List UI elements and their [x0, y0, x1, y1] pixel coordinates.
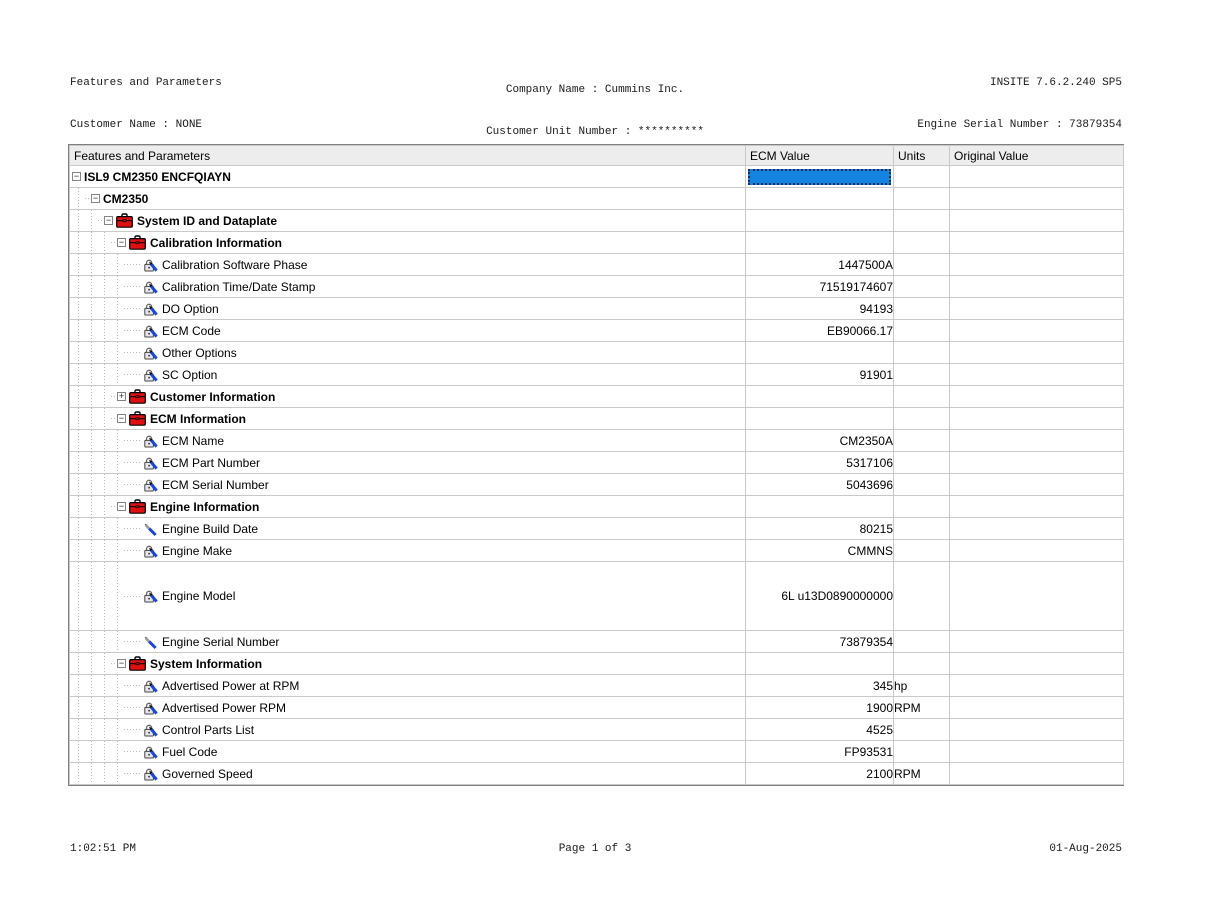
report-title: Features and Parameters	[70, 77, 222, 89]
parameter-lock-icon	[142, 477, 158, 493]
ecm-value-cell: 73879354	[746, 631, 894, 653]
column-header-units: Units	[894, 146, 950, 166]
tree-connector-line	[124, 286, 142, 287]
units-cell	[894, 474, 950, 496]
units-cell	[894, 364, 950, 386]
row-label: ECM Serial Number	[162, 477, 269, 492]
original-value-cell	[950, 298, 1124, 320]
tree-connector-line	[124, 751, 142, 752]
tree-guide-line	[72, 474, 85, 495]
tree-guide-line	[72, 188, 85, 209]
tree-guide-line	[98, 452, 111, 473]
original-value-cell	[950, 675, 1124, 697]
original-value-cell	[950, 232, 1124, 254]
tree-guide-line	[85, 675, 98, 696]
tree-guide-line	[85, 386, 98, 407]
row-label: Customer Information	[150, 389, 276, 404]
original-value-cell	[950, 364, 1124, 386]
row-label: Engine Information	[150, 499, 260, 514]
parameter-lock-icon	[142, 433, 158, 449]
ecm-value-cell: CM2350A	[746, 430, 894, 452]
collapse-icon[interactable]: −	[118, 501, 125, 511]
parameter-lock-icon	[142, 722, 158, 738]
collapse-icon[interactable]: −	[118, 658, 125, 668]
parameter-lock-icon	[142, 543, 158, 559]
ecm-value-cell	[746, 653, 894, 675]
tree-guide-line	[72, 741, 85, 762]
original-value-cell	[950, 408, 1124, 430]
table-row[interactable]	[70, 254, 1124, 276]
tree-guide-line	[72, 518, 85, 539]
tree-guide-line	[98, 719, 111, 740]
tree-guide-line	[72, 210, 85, 231]
tree-guide-line	[85, 496, 98, 517]
parameter-lock-icon	[142, 766, 158, 782]
tree-guide-line	[72, 562, 85, 630]
tree-guide-line	[85, 452, 98, 473]
tree-guide-line	[72, 408, 85, 429]
table-header-row	[70, 146, 1124, 166]
tree-guide-line	[111, 741, 124, 762]
units-cell	[894, 188, 950, 210]
row-label: Fuel Code	[162, 744, 218, 759]
tree-guide-line	[85, 210, 98, 231]
table-row[interactable]	[70, 631, 1124, 653]
parameter-lock-icon	[142, 455, 158, 471]
tree-guide-line	[85, 430, 98, 451]
parameter-lock-icon	[142, 323, 158, 339]
tree-connector-line	[124, 707, 142, 708]
tree-guide-line	[111, 562, 124, 630]
table-row[interactable]	[70, 562, 1124, 631]
tree-guide-line	[72, 298, 85, 319]
tree-connector-line	[124, 596, 142, 597]
units-cell	[894, 430, 950, 452]
toolbox-icon	[129, 656, 146, 671]
toolbox-icon	[129, 499, 146, 514]
footer-time: 1:02:51 PM	[70, 843, 137, 855]
tree-guide-line	[98, 430, 111, 451]
tree-guide-line	[111, 452, 124, 473]
original-value-cell	[950, 741, 1124, 763]
row-label: ISL9 CM2350 ENCFQIAYN	[84, 169, 231, 184]
toolbox-icon	[116, 213, 133, 228]
tree-connector-line	[124, 308, 142, 309]
collapse-icon[interactable]: −	[92, 193, 99, 203]
tree-guide-line	[72, 653, 85, 674]
tree-guide-line	[98, 276, 111, 297]
parameter-lock-icon	[142, 257, 158, 273]
tree-connector-line	[124, 462, 142, 463]
original-value-cell	[950, 342, 1124, 364]
company-name: Company Name : Cummins Inc.	[505, 84, 685, 96]
tree-guide-line	[111, 364, 124, 385]
tree-guide-line	[98, 653, 111, 674]
original-value-cell	[950, 653, 1124, 675]
units-cell	[894, 408, 950, 430]
units-cell	[894, 496, 950, 518]
ecm-value-cell	[746, 386, 894, 408]
tree-guide-line	[98, 342, 111, 363]
footer-date: 01-Aug-2025	[1049, 843, 1122, 855]
parameter-lock-icon	[142, 678, 158, 694]
row-label: Engine Make	[162, 543, 233, 558]
original-value-cell	[950, 763, 1124, 785]
ecm-value-cell: 4525	[746, 719, 894, 741]
tree-connector-line	[124, 528, 142, 529]
ecm-value-cell: 80215	[746, 518, 894, 540]
table-row[interactable]	[70, 452, 1124, 474]
parameter-lock-icon	[142, 301, 158, 317]
row-label: Calibration Time/Date Stamp	[162, 279, 316, 294]
collapse-icon[interactable]: −	[118, 237, 125, 247]
units-cell	[894, 232, 950, 254]
tree-connector-line	[124, 550, 142, 551]
units-cell	[894, 741, 950, 763]
tree-guide-line	[85, 518, 98, 539]
tree-guide-line	[98, 232, 111, 253]
units-cell	[894, 653, 950, 675]
table-row[interactable]	[70, 675, 1124, 697]
tree-connector-line	[124, 484, 142, 485]
units-cell	[894, 276, 950, 298]
original-value-cell	[950, 386, 1124, 408]
tree-guide-line	[72, 276, 85, 297]
tree-guide-line	[111, 631, 124, 652]
ecm-value-cell: 2100	[746, 763, 894, 785]
table-row[interactable]	[70, 276, 1124, 298]
units-cell	[894, 540, 950, 562]
parameter-lock-icon	[142, 700, 158, 716]
ecm-value-cell: 5317106	[746, 452, 894, 474]
original-value-cell	[950, 719, 1124, 741]
table-row[interactable]	[70, 496, 1124, 518]
ecm-value-cell	[746, 210, 894, 232]
ecm-value-cell: EB90066.17	[746, 320, 894, 342]
tree-guide-line	[98, 540, 111, 561]
ecm-value-cell: 345	[746, 675, 894, 697]
table-row[interactable]	[70, 386, 1124, 408]
ecm-value-cell: 91901	[746, 364, 894, 386]
table-row[interactable]	[70, 653, 1124, 675]
tree-guide-line	[85, 232, 98, 253]
tree-guide-line	[85, 474, 98, 495]
tree-guide-line	[98, 631, 111, 652]
tree-guide-line	[72, 631, 85, 652]
original-value-cell	[950, 697, 1124, 719]
table-row[interactable]	[70, 320, 1124, 342]
tree-guide-line	[111, 474, 124, 495]
units-cell	[894, 298, 950, 320]
units-cell	[894, 452, 950, 474]
tree-guide-line	[72, 697, 85, 718]
tree-guide-line	[111, 719, 124, 740]
features-parameters-table	[68, 144, 1124, 786]
original-value-cell	[950, 518, 1124, 540]
tree-guide-line	[72, 430, 85, 451]
tree-guide-line	[85, 653, 98, 674]
tree-guide-line	[98, 675, 111, 696]
tree-guide-line	[85, 562, 98, 630]
tree-guide-line	[98, 298, 111, 319]
row-label: System ID and Dataplate	[137, 213, 278, 228]
tree-connector-line	[124, 729, 142, 730]
row-label: ECM Name	[162, 433, 225, 448]
table-row[interactable]	[70, 430, 1124, 452]
units-cell	[894, 562, 950, 631]
parameter-edit-icon	[142, 634, 158, 650]
collapse-icon[interactable]: −	[73, 171, 80, 181]
row-label: DO Option	[162, 301, 219, 316]
tree-guide-line	[85, 741, 98, 762]
tree-connector-line	[124, 264, 142, 265]
original-value-cell	[950, 210, 1124, 232]
units-cell	[894, 719, 950, 741]
parameter-lock-icon	[142, 345, 158, 361]
row-label: SC Option	[162, 367, 218, 382]
original-value-cell	[950, 496, 1124, 518]
original-value-cell	[950, 188, 1124, 210]
tree-guide-line	[98, 474, 111, 495]
units-cell	[894, 386, 950, 408]
tree-guide-line	[111, 430, 124, 451]
tree-guide-line	[85, 298, 98, 319]
original-value-cell	[950, 562, 1124, 631]
row-label: Governed Speed	[162, 766, 253, 781]
tree-connector-line	[124, 374, 142, 375]
tree-guide-line	[98, 763, 111, 784]
tree-connector-line	[124, 773, 142, 774]
tree-guide-line	[72, 763, 85, 784]
ecm-value-cell	[746, 232, 894, 254]
row-label: Calibration Information	[150, 235, 282, 250]
table-row[interactable]	[70, 518, 1124, 540]
row-label: CM2350	[103, 191, 149, 206]
tree-guide-line	[98, 254, 111, 275]
row-label: System Information	[150, 656, 263, 671]
tree-guide-line	[72, 254, 85, 275]
tree-guide-line	[85, 408, 98, 429]
ecm-value-cell: 6L u13D0890000000	[746, 562, 894, 631]
table-row[interactable]	[70, 741, 1124, 763]
tree-connector-line	[124, 685, 142, 686]
tree-guide-line	[98, 697, 111, 718]
table-row[interactable]	[70, 210, 1124, 232]
tree-guide-line	[85, 320, 98, 341]
units-cell	[894, 631, 950, 653]
table-row[interactable]	[70, 364, 1124, 386]
tree-guide-line	[111, 276, 124, 297]
units-cell	[894, 254, 950, 276]
table-row[interactable]	[70, 188, 1124, 210]
table-row[interactable]	[70, 342, 1124, 364]
tree-guide-line	[111, 540, 124, 561]
original-value-cell	[950, 254, 1124, 276]
ecm-value-cell: 71519174607	[746, 276, 894, 298]
tree-guide-line	[98, 320, 111, 341]
tree-connector-line	[124, 352, 142, 353]
toolbox-icon	[129, 411, 146, 426]
original-value-cell	[950, 320, 1124, 342]
column-header-original-value: Original Value	[950, 146, 1124, 166]
ecm-value-cell	[746, 166, 894, 188]
row-label: Other Options	[162, 345, 237, 360]
tree-guide-line	[85, 631, 98, 652]
row-label: ECM Information	[150, 411, 246, 426]
row-label: Engine Model	[162, 589, 236, 603]
table-row[interactable]	[70, 232, 1124, 254]
ecm-value-cell: 5043696	[746, 474, 894, 496]
tree-guide-line	[98, 386, 111, 407]
tree-guide-line	[85, 276, 98, 297]
tree-guide-line	[72, 675, 85, 696]
tree-guide-line	[98, 364, 111, 385]
tree-connector-line	[124, 440, 142, 441]
customer-name: Customer Name : NONE	[70, 119, 203, 131]
parameter-lock-icon	[142, 367, 158, 383]
tree-guide-line	[72, 342, 85, 363]
expand-icon[interactable]: +	[118, 391, 125, 401]
tree-guide-line	[72, 232, 85, 253]
row-label: Advertised Power RPM	[162, 700, 287, 715]
tree-guide-line	[85, 364, 98, 385]
units-cell	[894, 210, 950, 232]
tree-guide-line	[72, 540, 85, 561]
original-value-cell	[950, 166, 1124, 188]
tree-guide-line	[85, 697, 98, 718]
tree-guide-line	[85, 342, 98, 363]
insite-version: INSITE 7.6.2.240 SP5	[989, 77, 1122, 89]
tree-connector-line	[124, 641, 142, 642]
units-cell	[894, 518, 950, 540]
tree-guide-line	[111, 298, 124, 319]
ecm-value-cell	[746, 496, 894, 518]
tree-guide-line	[85, 719, 98, 740]
table-row[interactable]	[70, 474, 1124, 496]
tree-guide-line	[98, 741, 111, 762]
row-label: ECM Part Number	[162, 455, 261, 470]
footer-page-number: Page 1 of 3	[558, 843, 632, 855]
tree-guide-line	[72, 496, 85, 517]
engine-serial-number: Engine Serial Number : 73879354	[917, 119, 1122, 131]
ecm-value-cell: 1447500A	[746, 254, 894, 276]
units-cell	[894, 320, 950, 342]
units-cell: RPM	[894, 697, 950, 719]
tree-guide-line	[111, 320, 124, 341]
row-label: Control Parts List	[162, 722, 255, 737]
tree-guide-line	[85, 763, 98, 784]
tree-guide-line	[72, 719, 85, 740]
units-cell	[894, 166, 950, 188]
table-row[interactable]	[70, 540, 1124, 562]
original-value-cell	[950, 540, 1124, 562]
ecm-value-cell: 1900	[746, 697, 894, 719]
collapse-icon[interactable]: −	[105, 215, 112, 225]
row-label: Engine Build Date	[162, 521, 259, 536]
table-row[interactable]	[70, 408, 1124, 430]
column-header-features: Features and Parameters	[70, 146, 746, 166]
original-value-cell	[950, 430, 1124, 452]
units-cell: RPM	[894, 763, 950, 785]
parameter-lock-icon	[142, 744, 158, 760]
toolbox-icon	[129, 235, 146, 250]
table-row[interactable]	[70, 763, 1124, 785]
tree-guide-line	[111, 518, 124, 539]
ecm-value-cell: FP93531	[746, 741, 894, 763]
tree-guide-line	[111, 763, 124, 784]
collapse-icon[interactable]: −	[118, 413, 125, 423]
parameter-lock-icon	[142, 588, 158, 604]
ecm-value-cell	[746, 408, 894, 430]
tree-guide-line	[98, 518, 111, 539]
tree-connector-line	[124, 330, 142, 331]
tree-guide-line	[98, 562, 111, 630]
row-label: Engine Serial Number	[162, 634, 280, 649]
units-cell	[894, 342, 950, 364]
original-value-cell	[950, 474, 1124, 496]
selected-value-box[interactable]	[748, 169, 891, 185]
tree-guide-line	[111, 342, 124, 363]
parameter-edit-icon	[142, 521, 158, 537]
ecm-value-cell	[746, 342, 894, 364]
ecm-value-cell: CMMNS	[746, 540, 894, 562]
units-cell: hp	[894, 675, 950, 697]
tree-guide-line	[72, 364, 85, 385]
table-row[interactable]	[70, 719, 1124, 741]
tree-guide-line	[111, 254, 124, 275]
tree-guide-line	[72, 452, 85, 473]
toolbox-icon	[129, 389, 146, 404]
row-label: Calibration Software Phase	[162, 257, 308, 272]
customer-unit-number: Customer Unit Number : **********	[486, 126, 704, 138]
row-label: Advertised Power at RPM	[162, 678, 300, 693]
original-value-cell	[950, 276, 1124, 298]
tree-guide-line	[111, 675, 124, 696]
original-value-cell	[950, 452, 1124, 474]
tree-guide-line	[98, 408, 111, 429]
table-row[interactable]	[70, 166, 1124, 188]
tree-guide-line	[111, 697, 124, 718]
tree-guide-line	[72, 320, 85, 341]
tree-guide-line	[85, 540, 98, 561]
ecm-value-cell: 94193	[746, 298, 894, 320]
tree-guide-line	[98, 496, 111, 517]
tree-guide-line	[85, 254, 98, 275]
table-row[interactable]	[70, 697, 1124, 719]
original-value-cell	[950, 631, 1124, 653]
parameter-lock-icon	[142, 279, 158, 295]
ecm-value-cell	[746, 188, 894, 210]
table-row[interactable]	[70, 298, 1124, 320]
column-header-ecm-value: ECM Value	[746, 146, 894, 166]
tree-table-body	[70, 166, 1124, 785]
tree-guide-line	[72, 386, 85, 407]
row-label: ECM Code	[162, 323, 221, 338]
